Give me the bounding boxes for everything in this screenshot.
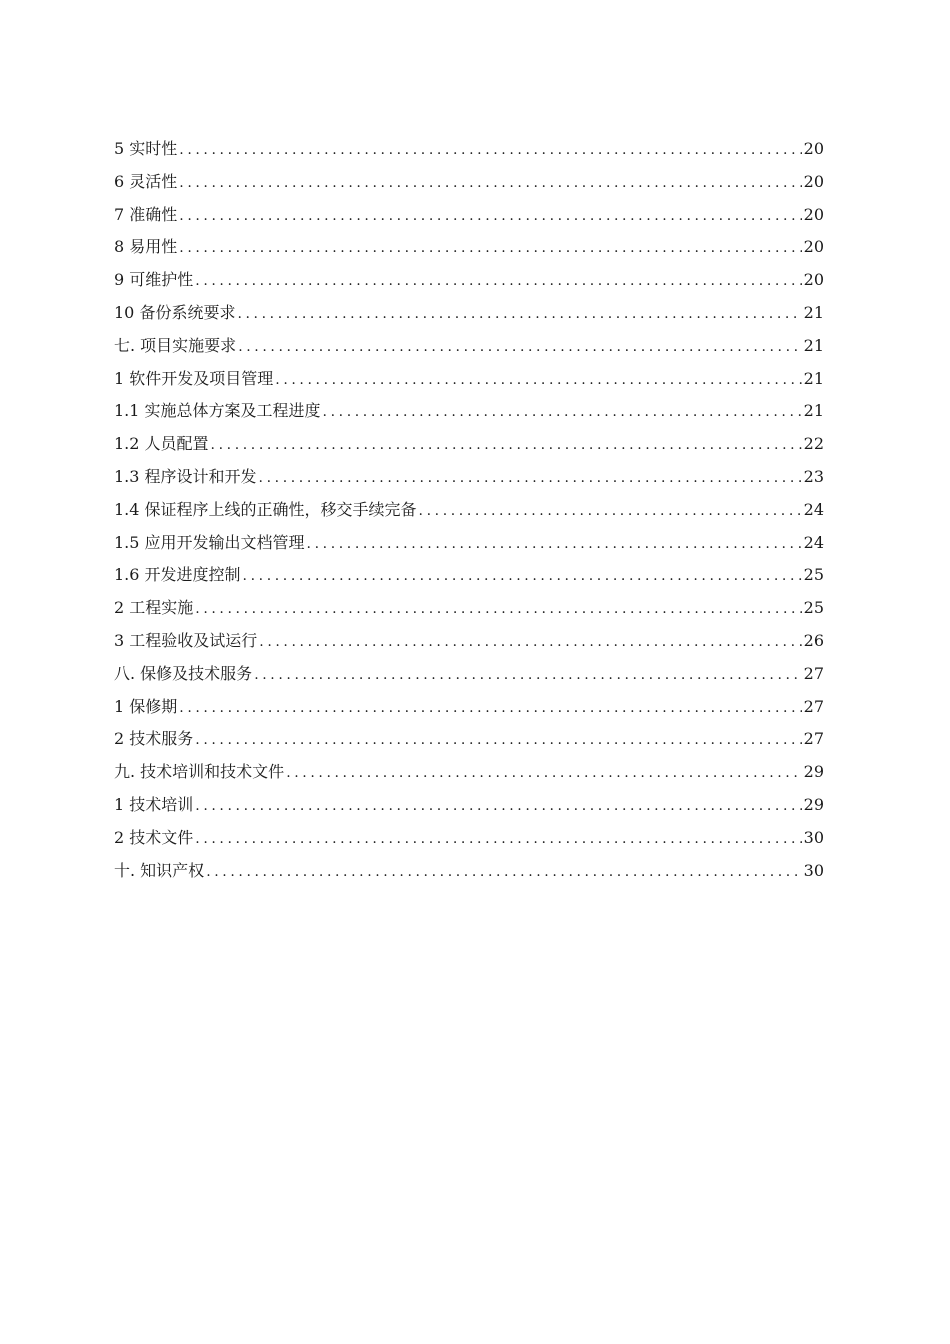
toc-entry[interactable] <box>114 592 824 625</box>
toc-page-number: 21 <box>803 302 824 322</box>
toc-page-number: 27 <box>803 663 824 683</box>
toc-dot-leader <box>193 593 801 626</box>
toc-page-number: 21 <box>803 368 824 388</box>
toc-entry-label: 1 保修期 <box>114 696 178 716</box>
toc-entry-label: 1.2 人员配置 <box>114 434 209 454</box>
toc-entry-label: 6 灵活性 <box>114 171 178 191</box>
toc-entry-label: 1 软件开发及项目管理 <box>114 368 274 388</box>
toc-entry-label: 2 技术文件 <box>114 827 194 847</box>
toc-page-number: 29 <box>803 794 824 814</box>
toc-page-number: 20 <box>803 270 824 290</box>
toc-page-number: 20 <box>803 139 824 158</box>
toc-page-number: 25 <box>803 598 824 618</box>
toc-dot-leader <box>241 560 802 593</box>
toc-page-number: 20 <box>803 204 824 224</box>
toc-entry-label: 10 备份系统要求 <box>114 302 236 322</box>
toc-entry[interactable] <box>114 231 824 264</box>
toc-page-number: 23 <box>803 466 824 486</box>
toc-page-number: 22 <box>803 434 824 454</box>
toc-entry-label: 九. 技术培训和技术文件 <box>114 762 285 782</box>
toc-entry[interactable] <box>114 199 824 232</box>
toc-entry-label: 5 实时性 <box>114 139 178 158</box>
table-of-contents <box>114 133 824 887</box>
toc-dot-leader <box>305 528 802 561</box>
toc-entry[interactable] <box>114 756 824 789</box>
toc-dot-leader <box>284 757 801 790</box>
toc-entry[interactable] <box>114 395 824 428</box>
toc-entry[interactable] <box>114 658 824 691</box>
toc-entry-label: 1.3 程序设计和开发 <box>114 466 257 486</box>
toc-page-number: 20 <box>803 171 824 191</box>
toc-page-number: 27 <box>803 729 824 749</box>
toc-dot-leader <box>193 724 801 757</box>
toc-entry-label: 七. 项目实施要求 <box>114 335 237 355</box>
toc-entry[interactable] <box>114 855 824 888</box>
toc-entry[interactable] <box>114 625 824 658</box>
toc-dot-leader <box>204 856 801 889</box>
toc-page-number: 30 <box>803 827 824 847</box>
toc-page-number: 24 <box>803 499 824 519</box>
toc-entry-label: 八. 保修及技术服务 <box>114 663 253 683</box>
toc-dot-leader <box>257 462 802 495</box>
toc-entry[interactable] <box>114 691 824 724</box>
toc-page-number: 30 <box>803 860 824 880</box>
toc-dot-leader <box>235 298 801 331</box>
toc-entry[interactable] <box>114 494 824 527</box>
toc-page-number: 20 <box>803 237 824 257</box>
toc-dot-leader <box>209 429 802 462</box>
toc-entry[interactable] <box>114 822 824 855</box>
toc-entry-label: 2 工程实施 <box>114 598 194 618</box>
toc-entry-label: 1.1 实施总体方案及工程进度 <box>114 401 321 421</box>
toc-dot-leader <box>193 265 801 298</box>
toc-entry-label: 7 准确性 <box>114 204 178 224</box>
toc-dot-leader <box>193 790 801 823</box>
toc-dot-leader <box>177 692 801 725</box>
toc-entry-label: 2 技术服务 <box>114 729 194 749</box>
toc-entry-label: 1.5 应用开发输出文档管理 <box>114 532 305 552</box>
toc-entry[interactable] <box>114 527 824 560</box>
toc-entry[interactable] <box>114 330 824 363</box>
toc-dot-leader <box>236 331 801 364</box>
toc-dot-leader <box>177 167 801 200</box>
toc-entry-label: 9 可维护性 <box>114 270 194 290</box>
toc-dot-leader <box>257 626 801 659</box>
toc-entry[interactable] <box>114 461 824 494</box>
toc-dot-leader <box>273 364 801 397</box>
toc-page-number: 24 <box>803 532 824 552</box>
toc-entry-label: 8 易用性 <box>114 237 178 257</box>
toc-entry[interactable] <box>114 363 824 396</box>
toc-entry[interactable] <box>114 297 824 330</box>
toc-entry-label: 十. 知识产权 <box>114 860 205 880</box>
toc-dot-leader <box>252 659 801 692</box>
toc-entry-label: 3 工程验收及试运行 <box>114 630 258 650</box>
toc-entry[interactable] <box>114 559 824 592</box>
toc-entry[interactable] <box>114 133 824 166</box>
toc-page-number: 27 <box>803 696 824 716</box>
toc-entry-label: 1 技术培训 <box>114 794 194 814</box>
toc-page-number: 25 <box>803 565 824 585</box>
toc-page-number: 26 <box>803 630 824 650</box>
toc-dot-leader <box>177 200 801 233</box>
toc-entry[interactable] <box>114 723 824 756</box>
toc-entry-label: 1.4 保证程序上线的正确性，移交手续完备 <box>114 499 417 519</box>
toc-entry-label: 1.6 开发进度控制 <box>114 565 241 585</box>
toc-dot-leader <box>193 823 801 856</box>
toc-entry[interactable] <box>114 264 824 297</box>
toc-entry[interactable] <box>114 428 824 461</box>
toc-entry[interactable] <box>114 166 824 199</box>
toc-page-number: 21 <box>803 401 824 421</box>
toc-dot-leader <box>321 396 802 429</box>
toc-entry[interactable] <box>114 789 824 822</box>
toc-dot-leader <box>417 495 802 528</box>
toc-page-number: 21 <box>803 335 824 355</box>
toc-page-number: 29 <box>803 762 824 782</box>
toc-dot-leader <box>177 232 801 265</box>
toc-dot-leader <box>177 134 801 167</box>
